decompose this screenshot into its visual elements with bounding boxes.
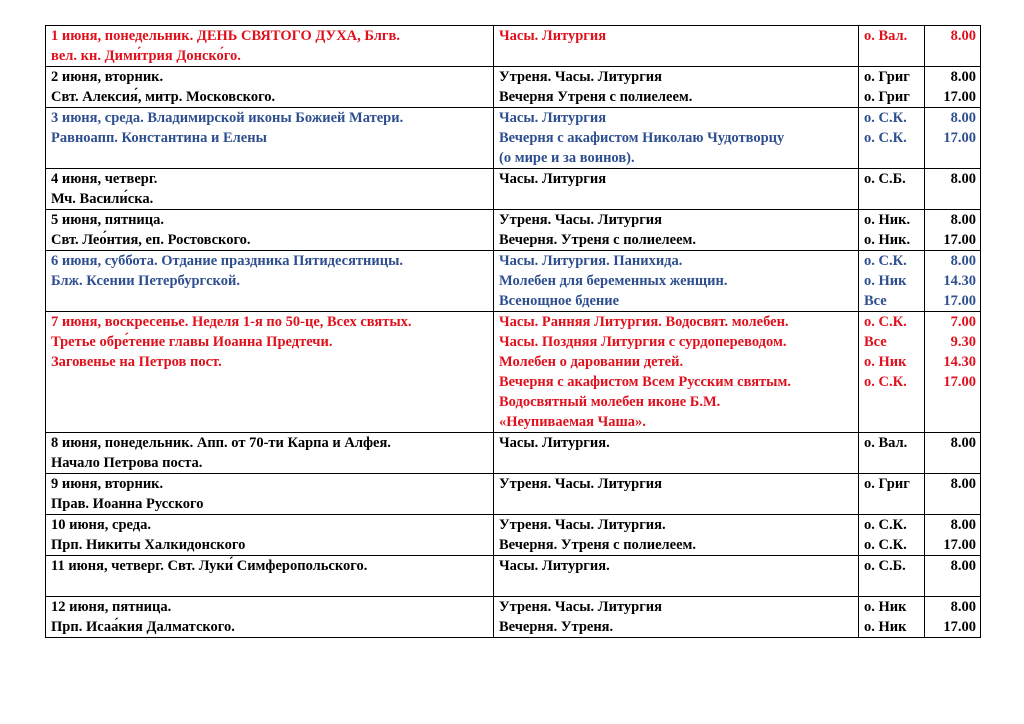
service-cell (494, 251, 859, 312)
time-line: 17.00 (943, 374, 976, 390)
day-line (51, 576, 489, 596)
priest-cell (859, 556, 925, 597)
service-cell (494, 26, 859, 67)
service-cell (494, 433, 859, 474)
day-cell (46, 26, 494, 67)
priest-cell (859, 251, 925, 312)
service-cell (494, 67, 859, 108)
schedule-body (46, 26, 981, 638)
priest-line: о. Ник (864, 599, 907, 615)
time-line: 7.00 (950, 314, 976, 330)
service-line: Вечерня с акафистом Николаю Чудотворцу (499, 130, 785, 146)
service-line: Вечерня с акафистом Всем Русским святым. (499, 374, 792, 390)
time-cell (925, 169, 981, 210)
day-line: 3 июня, среда. Владимирской иконы Божией Матери. (51, 110, 404, 126)
priest-cell (859, 597, 925, 638)
day-line: Равноапп. Константина и Елены (51, 130, 267, 146)
service-cell (494, 474, 859, 515)
priest-line: о. С.К. (864, 253, 907, 269)
day-line: 4 июня, четверг. (51, 171, 158, 187)
time-line: 17.00 (943, 130, 976, 146)
priest-line: Все (864, 293, 887, 309)
service-line: (о мире и за воинов). (499, 150, 635, 166)
service-line: Часы. Литургия. (499, 558, 610, 574)
day-line: 9 июня, вторник. (51, 476, 164, 492)
service-cell (494, 597, 859, 638)
day-line: 5 июня, пятница. (51, 212, 165, 228)
day-cell (46, 474, 494, 515)
priest-cell (859, 169, 925, 210)
day-line: Мч. Васили́ска. (51, 191, 154, 207)
service-line: Часы. Литургия (499, 28, 607, 44)
schedule-table (45, 25, 981, 638)
day-line: Прав. Иоанна Русского (51, 496, 204, 512)
priest-line: о. С.К. (864, 110, 907, 126)
service-line: Часы. Поздняя Литургия с сурдопереводом. (499, 334, 787, 350)
priest-line: о. Григ (864, 476, 910, 492)
time-cell (925, 515, 981, 556)
day-line: 2 июня, вторник. (51, 69, 164, 85)
service-line: Всенощное бдение (499, 293, 620, 309)
time-line: 8.00 (950, 28, 976, 44)
day-line: 7 июня, воскресенье. Неделя 1-я по 50-це, Всех святых. (51, 314, 412, 330)
priest-line: о. Григ (864, 89, 910, 105)
priest-line: о. С.Б. (864, 171, 906, 187)
priest-line: о. Григ (864, 69, 910, 85)
day-line: вел. кн. Дими́трия Донско́го. (51, 48, 241, 64)
day-cell (46, 108, 494, 169)
service-line: Часы. Литургия. (499, 435, 610, 451)
day-line: Третье обре́тение главы Иоанна Предтечи. (51, 334, 333, 350)
day-cell (46, 169, 494, 210)
priest-cell (859, 515, 925, 556)
time-line: 8.00 (950, 476, 976, 492)
service-line: Молебен для беременных женщин. (499, 273, 728, 289)
schedule-row (46, 556, 981, 597)
service-line: Часы. Литургия (499, 110, 607, 126)
schedule-row (46, 67, 981, 108)
schedule-row (46, 474, 981, 515)
service-line: Вечерня. Утреня с полиелеем. (499, 232, 697, 248)
service-line: Часы. Литургия. Панихида. (499, 253, 683, 269)
day-cell (46, 597, 494, 638)
day-cell (46, 515, 494, 556)
day-cell (46, 433, 494, 474)
priest-line: о. Ник (864, 354, 907, 370)
day-line: 10 июня, среда. (51, 517, 151, 533)
service-cell (494, 556, 859, 597)
priest-cell (859, 433, 925, 474)
service-line: Вечерня. Утреня с полиелеем. (499, 537, 697, 553)
time-cell (925, 210, 981, 251)
time-line: 17.00 (943, 89, 976, 105)
time-line: 14.30 (943, 273, 976, 289)
day-line: Блж. Ксении Петербургской. (51, 273, 240, 289)
service-cell (494, 108, 859, 169)
day-cell (46, 556, 494, 597)
priest-line: о. С.К. (864, 517, 907, 533)
time-line: 8.00 (950, 110, 976, 126)
priest-cell (859, 312, 925, 433)
priest-line: о. С.К. (864, 130, 907, 146)
day-line: 11 июня, четверг. Свт. Луки́ Симферопольского. (51, 558, 368, 574)
schedule-row (46, 515, 981, 556)
priest-line: о. Вал. (864, 28, 908, 44)
day-line: Заговенье на Петров пост. (51, 354, 222, 370)
time-line: 17.00 (943, 619, 976, 635)
service-line: Утреня. Часы. Литургия (499, 212, 662, 228)
service-line: Вечерня. Утреня. (499, 619, 614, 635)
priest-cell (859, 67, 925, 108)
time-cell (925, 26, 981, 67)
day-line: Свт. Лео́нтия, еп. Ростовского. (51, 232, 251, 248)
service-cell (494, 210, 859, 251)
schedule-row (46, 108, 981, 169)
service-line: «Неупиваемая Чаша». (499, 414, 646, 430)
schedule-row (46, 312, 981, 433)
day-line: 8 июня, понедельник. Апп. от 70-ти Карпа и Алфея. (51, 435, 391, 451)
service-cell (494, 312, 859, 433)
priest-line: о. Ник. (864, 212, 911, 228)
service-line: Часы. Ранняя Литургия. Водосвят. молебен. (499, 314, 789, 330)
time-line: 14.30 (943, 354, 976, 370)
schedule-row (46, 433, 981, 474)
service-line: Водосвятный молебен иконе Б.М. (499, 394, 721, 410)
service-cell (494, 169, 859, 210)
time-cell (925, 474, 981, 515)
time-cell (925, 108, 981, 169)
time-line: 17.00 (943, 293, 976, 309)
day-line: 6 июня, суббота. Отдание праздника Пятидесятницы. (51, 253, 404, 269)
time-line: 8.00 (950, 558, 976, 574)
time-cell (925, 67, 981, 108)
time-line: 17.00 (943, 232, 976, 248)
day-line: Прп. Исаа́кия Далматского. (51, 619, 235, 635)
day-cell (46, 67, 494, 108)
priest-line: о. С.Б. (864, 558, 906, 574)
service-line: Утреня. Часы. Литургия (499, 476, 662, 492)
service-line: Часы. Литургия (499, 171, 607, 187)
time-line: 9.30 (950, 334, 976, 350)
service-line: Утреня. Часы. Литургия (499, 69, 662, 85)
service-line: Вечерня Утреня с полиелеем. (499, 89, 693, 105)
time-cell (925, 556, 981, 597)
priest-line: о. Вал. (864, 435, 908, 451)
day-line: Прп. Никиты Халкидонского (51, 537, 246, 553)
priest-line: о. С.К. (864, 314, 907, 330)
time-line: 8.00 (950, 517, 976, 533)
day-line: 12 июня, пятница. (51, 599, 172, 615)
time-line: 17.00 (943, 537, 976, 553)
time-line: 8.00 (950, 599, 976, 615)
day-line: 1 июня, понедельник. ДЕНЬ СВЯТОГО ДУХА, Блгв. (51, 28, 400, 44)
schedule-row (46, 169, 981, 210)
time-line: 8.00 (950, 435, 976, 451)
time-line: 8.00 (950, 253, 976, 269)
service-cell (494, 515, 859, 556)
time-cell (925, 597, 981, 638)
priest-cell (859, 108, 925, 169)
priest-line: о. С.К. (864, 537, 907, 553)
day-cell (46, 312, 494, 433)
priest-cell (859, 26, 925, 67)
priest-cell (859, 474, 925, 515)
day-line: Начало Петрова поста. (51, 455, 203, 471)
priest-line: о. С.К. (864, 374, 907, 390)
service-line: Молебен о даровании детей. (499, 354, 684, 370)
time-cell (925, 312, 981, 433)
day-cell (46, 251, 494, 312)
service-line: Утреня. Часы. Литургия (499, 599, 662, 615)
time-line: 8.00 (950, 212, 976, 228)
schedule-row (46, 597, 981, 638)
time-line: 8.00 (950, 171, 976, 187)
priest-line: о. Ник. (864, 232, 911, 248)
time-line: 8.00 (950, 69, 976, 85)
service-line: Утреня. Часы. Литургия. (499, 517, 666, 533)
day-line: Свт. Алексия́, митр. Московского. (51, 89, 276, 105)
time-cell (925, 433, 981, 474)
schedule-row (46, 26, 981, 67)
schedule-row (46, 251, 981, 312)
schedule-row (46, 210, 981, 251)
priest-cell (859, 210, 925, 251)
day-cell (46, 210, 494, 251)
priest-line: Все (864, 334, 887, 350)
priest-line: о. Ник (864, 273, 907, 289)
priest-line: о. Ник (864, 619, 907, 635)
time-cell (925, 251, 981, 312)
